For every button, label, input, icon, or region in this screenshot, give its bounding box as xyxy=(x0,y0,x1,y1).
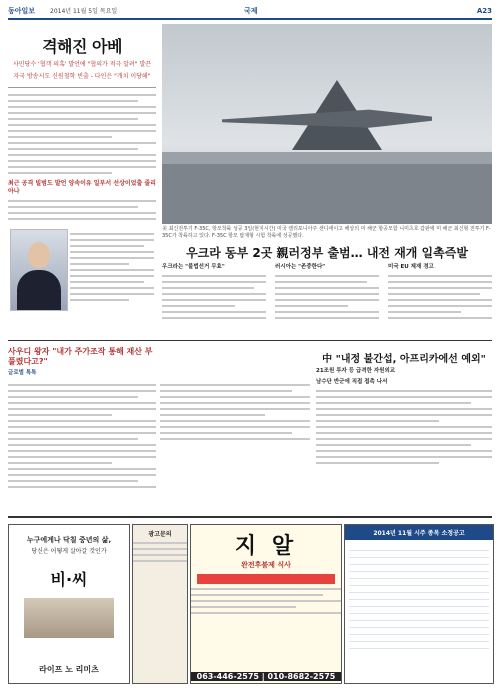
photo-caption: 美 최신전투기 F-35C, 항모착륙 성공 3일(현지시간) 미국 캘리포니아주 샌디에이고 해상의 미 해군 항공모함 니미츠호 갑판에 미 해군 최신형 전투기 F-35C가 착륙하고 있다. F-35C 항모 탑재형 시험 착륙에 성공했다. xyxy=(162,226,491,239)
stock-notice-title: 2014년 11월 시주 종목 소정공고 xyxy=(345,525,493,540)
ukraine-headline: 우크라 동부 2곳 親러정부 출범… 내전 재개 일촉즉발 xyxy=(186,246,468,260)
issue-date: 2014년 11월 5일 목요일 xyxy=(50,8,118,15)
advertisement-strip xyxy=(8,516,492,686)
fighter-jet-photo xyxy=(162,24,492,224)
book-ad-title: 누구에게나 닥칠 중년의 삶, xyxy=(26,536,112,544)
china-headline: 中 "내정 불간섭, 아프리카에선 예외" xyxy=(322,354,486,365)
ukraine-subhead-3: 미국 EU 제재 경고 xyxy=(388,264,434,270)
ukraine-subhead-2: 러시아는 "존중한다" xyxy=(275,264,326,270)
restaurant-ad[interactable] xyxy=(190,524,342,684)
left-article xyxy=(8,24,156,336)
ukraine-col-2 xyxy=(275,264,379,323)
china-body xyxy=(316,368,492,468)
ad-inquiry-title: 광고문의 xyxy=(148,531,172,538)
stock-notice-table xyxy=(349,544,489,654)
stock-notice-ad[interactable] xyxy=(344,524,494,684)
left-body-text-3 xyxy=(70,229,154,305)
china-subhead-2: 남수단 반군에 직접 접촉 나서 xyxy=(316,379,388,385)
section-divider xyxy=(8,340,492,341)
restaurant-ad-brand: 지 알 xyxy=(234,534,298,559)
left-subheadline-1: 사민당수 '협객 의혹' 발언에 "협의가 적극 알려" 발끈 xyxy=(12,61,152,68)
saudi-headline: 사우디 왕자 "내가 주가조작 통해 재산 부풀렸다고?" xyxy=(8,347,153,366)
saudi-body-text xyxy=(8,380,156,492)
china-subhead-1: 21조원 투자 등 급격한 자원외교 xyxy=(316,368,396,374)
ukraine-col-3 xyxy=(388,264,492,323)
restaurant-ad-subtitle: 완전후불제 식사 xyxy=(241,561,291,569)
left-body-text-2 xyxy=(8,200,156,220)
section-name: 국제 xyxy=(244,7,258,15)
left-subheadline-2: 자국 방송시도 신원철학 빈출 - 다인은 "개치 이당해" xyxy=(13,73,151,80)
restaurant-ad-phone: 063-446-2575 | 010-8682-2575 xyxy=(191,672,341,681)
book-cover-image xyxy=(24,598,114,638)
page-number: A23 xyxy=(476,7,492,15)
ukraine-subhead-1: 우크라는 "불법선거 무효" xyxy=(162,264,225,270)
divider xyxy=(8,87,156,88)
left-headline: 격해진 아베 xyxy=(42,37,122,56)
page-header xyxy=(8,6,492,20)
left-section-head: 최근 공격 빌범도 발언 양속이유 일부서 선상이었출 줄리아나 xyxy=(8,180,156,195)
book-ad-brand: 비·씨 xyxy=(50,570,88,589)
ad-inquiry-box[interactable] xyxy=(132,524,188,684)
book-ad-subtitle: 당신은 어떻게 살아갈 것인가 xyxy=(31,548,107,555)
abe-portrait-photo xyxy=(10,229,68,311)
global-talk-tag: 글로벌 톡톡 xyxy=(8,370,37,376)
restaurant-ad-banner xyxy=(197,574,335,584)
ukraine-col-1 xyxy=(162,264,266,323)
book-ad-publisher: 라이프 노 리미츠 xyxy=(39,665,99,674)
book-ad[interactable] xyxy=(8,524,130,684)
saudi-body-text-2 xyxy=(160,380,310,444)
newspaper-logo: 동아일보 xyxy=(8,7,36,15)
left-body-text xyxy=(8,94,156,174)
